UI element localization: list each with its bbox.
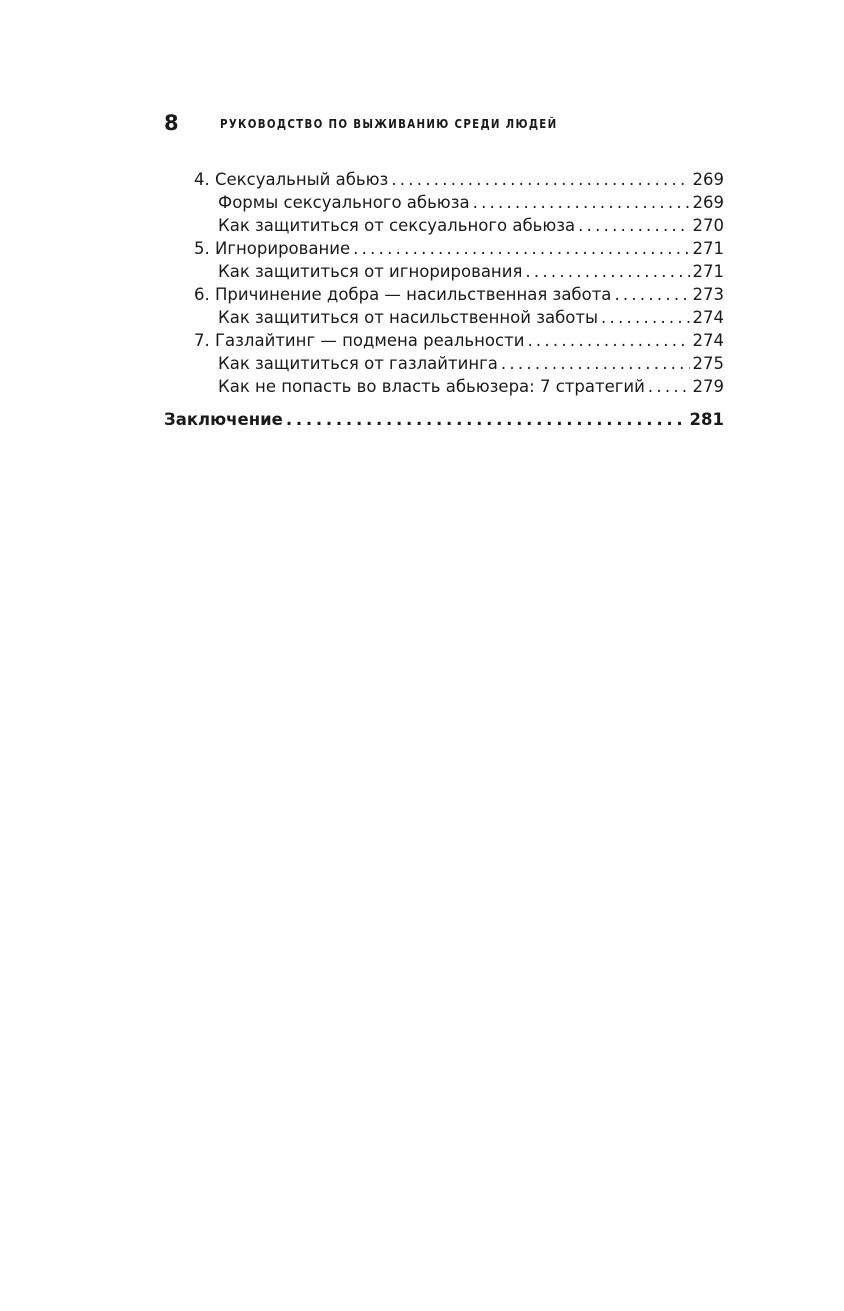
book-title: РУКОВОДСТВО ПО ВЫЖИВАНИЮ СРЕДИ ЛЮДЕЙ	[220, 115, 558, 131]
running-header	[164, 110, 632, 136]
toc-entry-title: 4. Сексуальный абьюз	[194, 170, 389, 189]
dot-leader	[614, 283, 689, 306]
toc-entry-page: 269	[692, 170, 724, 189]
toc-entry-page: 281	[689, 410, 724, 429]
dot-leader	[473, 191, 690, 214]
table-of-contents	[164, 168, 724, 431]
toc-entry-page: 275	[692, 354, 724, 373]
toc-entry-page: 271	[692, 262, 724, 281]
toc-entry-title: 5. Игнорирование	[194, 239, 351, 258]
toc-entry-sexual-abuse	[164, 168, 724, 191]
dot-leader	[525, 260, 689, 283]
dot-leader	[501, 352, 690, 375]
dot-leader	[391, 168, 689, 191]
toc-entry-title: Как защититься от насильственной заботы	[218, 308, 599, 327]
toc-entry-title: Как защититься от газлайтинга	[218, 354, 498, 373]
dot-leader	[648, 375, 690, 398]
toc-entry-title: Как защититься от игнорирования	[218, 262, 523, 281]
toc-entry-title: 7. Газлайтинг — подмена реальности	[194, 331, 525, 350]
dot-leader	[601, 306, 689, 329]
dot-leader	[286, 408, 687, 431]
toc-entry-gaslighting	[164, 329, 724, 352]
toc-entry-page: 274	[692, 331, 724, 350]
toc-entry-page: 273	[692, 285, 724, 304]
dot-leader	[353, 237, 689, 260]
toc-entry-page: 279	[692, 377, 724, 396]
toc-entry-protect-gaslighting	[164, 352, 724, 375]
toc-entry-protect-forced-care	[164, 306, 724, 329]
toc-entry-page: 274	[692, 308, 724, 327]
toc-entry-title: Как защититься от сексуального абьюза	[218, 216, 576, 235]
page-number: 8	[164, 111, 179, 135]
toc-entry-title: Формы сексуального абьюза	[218, 193, 470, 212]
toc-entry-page: 271	[692, 239, 724, 258]
toc-entry-forced-care	[164, 283, 724, 306]
toc-entry-title: Заключение	[164, 410, 283, 429]
toc-entry-protect-ignoring	[164, 260, 724, 283]
toc-entry-ignoring	[164, 237, 724, 260]
toc-entry-conclusion	[164, 408, 724, 431]
toc-entry-forms-of-sexual-abuse	[164, 191, 724, 214]
toc-entry-title: Как не попасть во власть абьюзера: 7 стратегий	[218, 377, 645, 396]
dot-leader	[578, 214, 689, 237]
toc-entry-seven-strategies	[164, 375, 724, 398]
toc-entry-title: 6. Причинение добра — насильственная забота	[194, 285, 612, 304]
toc-entry-page: 270	[692, 216, 724, 235]
toc-entry-protect-sexual-abuse	[164, 214, 724, 237]
toc-entry-page: 269	[692, 193, 724, 212]
dot-leader	[527, 329, 689, 352]
